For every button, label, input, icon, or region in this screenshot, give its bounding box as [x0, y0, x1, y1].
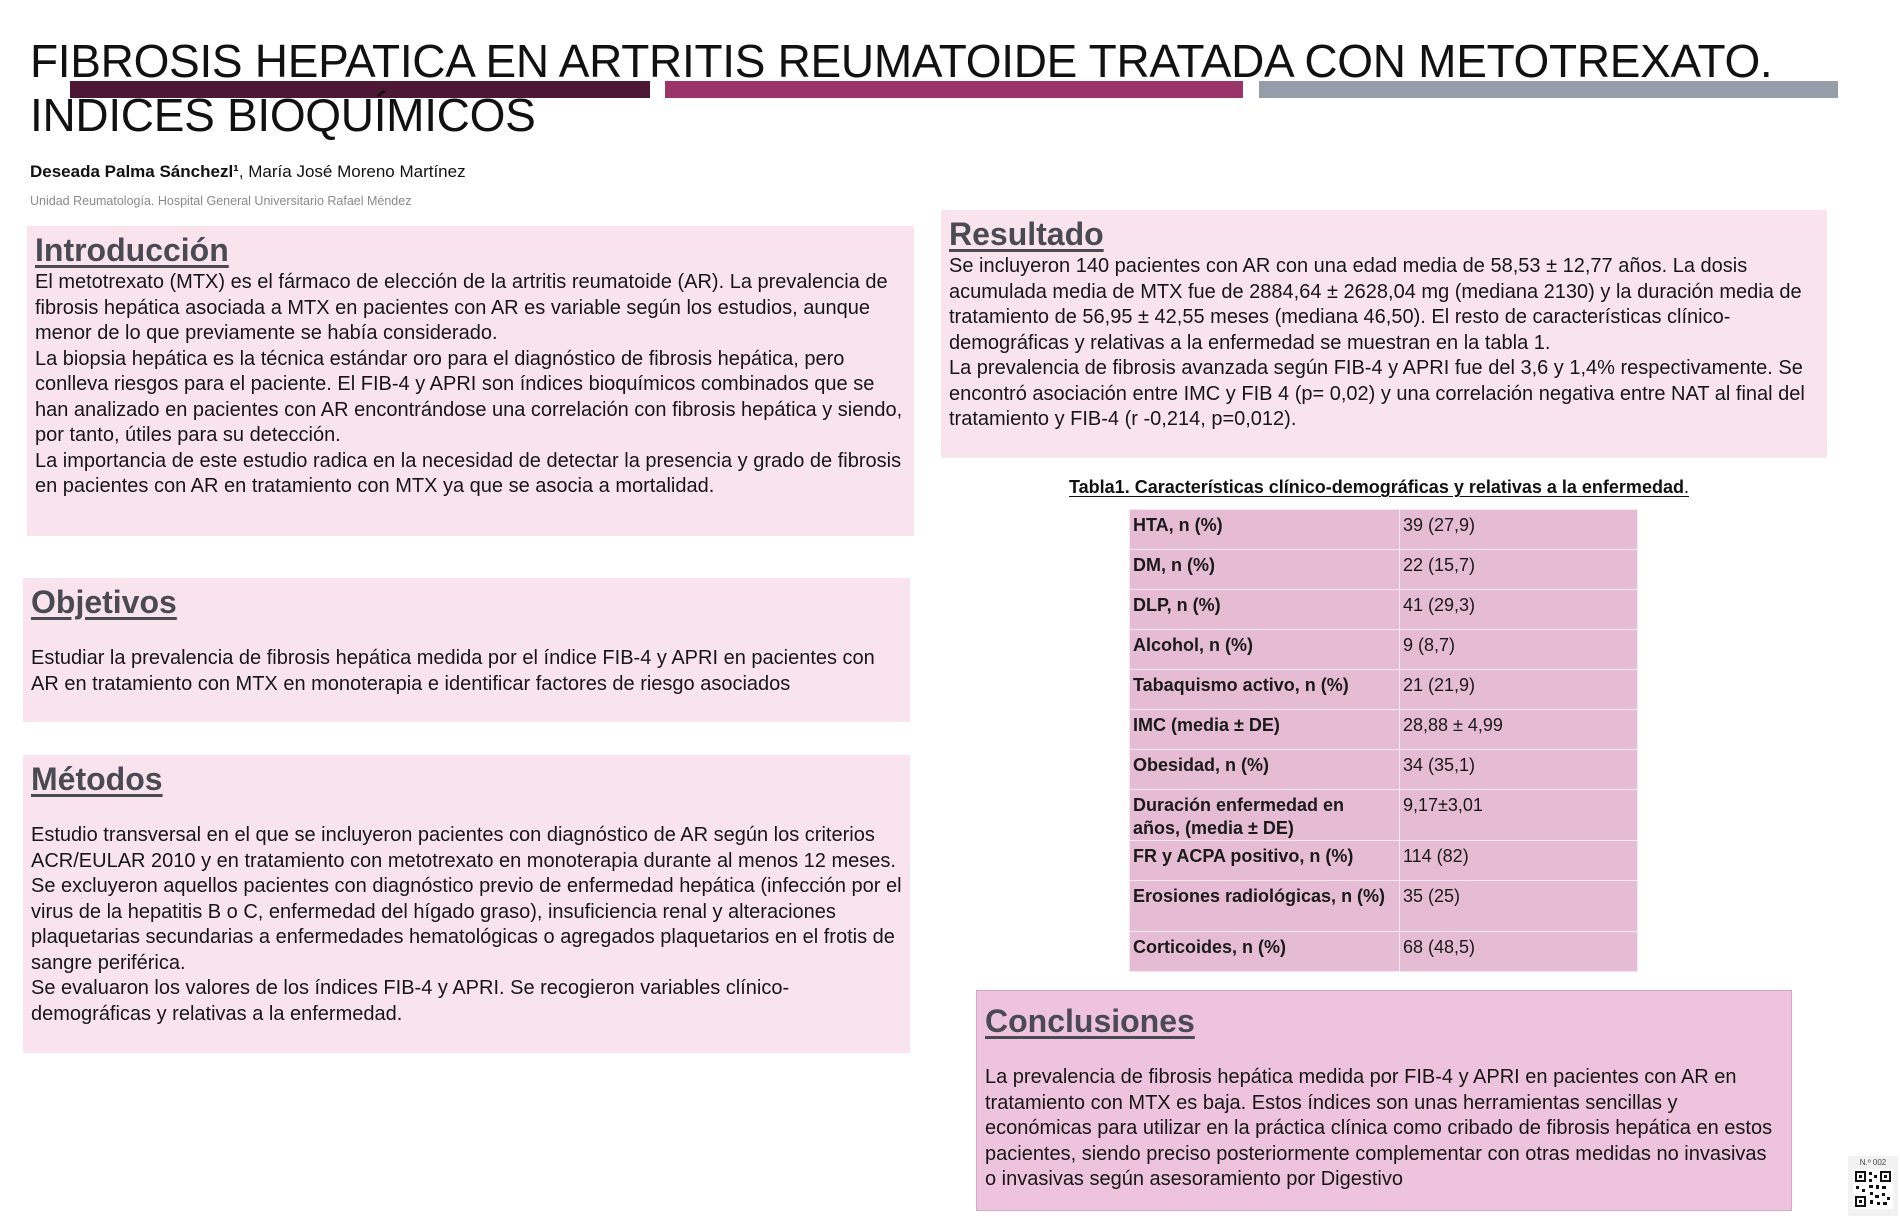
objectives-text: Estudiar la prevalencia de fibrosis hepática medida por el índice FIB-4 y APRI en pacientes con AR en tratamiento con MTX en monoterapia e identificar factores de riesgo asociados: [31, 647, 875, 695]
table-cell-value: 21 (21,9): [1399, 670, 1637, 710]
table-cell-value: 114 (82): [1399, 841, 1637, 881]
table-cell-label: IMC (media ± DE): [1130, 710, 1400, 750]
table-cell-value: 9 (8,7): [1399, 630, 1637, 670]
authors: [30, 162, 466, 182]
methods-paragraph: Se evaluaron los valores de los índices FIB-4 y APRI. Se recogieron variables clínico-demográficas y relativas a la enfermedad.: [31, 977, 790, 1025]
table-cell-value: 22 (15,7): [1399, 550, 1637, 590]
table-cell-label: Corticoides, n (%): [1130, 932, 1400, 972]
main-author: Deseada Palma Sánchezl¹: [30, 162, 239, 181]
table-row: [1130, 750, 1638, 790]
table-cell-label: Erosiones radiológicas, n (%): [1130, 881, 1400, 932]
results-section: [941, 210, 1827, 458]
methods-heading: Métodos: [31, 761, 163, 797]
table-row: [1130, 630, 1638, 670]
results-paragraph: Se incluyeron 140 pacientes con AR con una edad media de 58,53 ± 12,77 años. La dosis acumulada media de MTX fue de 2884,64 ± 2628,04 mg (mediana 2130) y la duración media de tratamiento de 56,95 ± 42,55 meses (mediana 46,50). El resto de características clínico-demográficas y relativas a la enfermedad se muestran en la tabla 1.: [949, 255, 1802, 354]
introduction-section: [27, 226, 914, 536]
table-cell-label: Obesidad, n (%): [1130, 750, 1400, 790]
objectives-section: [23, 578, 910, 722]
table-caption-text: Tabla1. Características clínico-demográficas y relativas a la enfermedad: [1069, 477, 1684, 497]
qr-code: [1848, 1156, 1898, 1216]
table-row: [1130, 670, 1638, 710]
table-cell-value: 34 (35,1): [1399, 750, 1637, 790]
table-caption: [1069, 477, 1689, 498]
poster-number: N.º 002: [1859, 1158, 1887, 1167]
table-cell-label: Duración enfermedad en años, (media ± DE): [1130, 790, 1400, 841]
table-cell-value: 68 (48,5): [1399, 932, 1637, 972]
table-cell-value: 28,88 ± 4,99: [1399, 710, 1637, 750]
results-paragraph: La prevalencia de fibrosis avanzada según FIB-4 y APRI fue del 3,6 y 1,4% respectivamente. Se encontró asociación entre IMC y FIB 4 (p= 0,02) y una correlación negativa entre NAT al final del tratamiento y FIB-4 (r -0,214, p=0,012).: [949, 357, 1805, 430]
table-row: [1130, 590, 1638, 630]
table-row: [1130, 790, 1638, 841]
table-row: [1130, 841, 1638, 881]
table-row: [1130, 510, 1638, 550]
introduction-paragraph: El metotrexato (MTX) es el fármaco de elección de la artritis reumatoide (AR). La prevalencia de fibrosis hepática asociada a MTX en pacientes con AR es variable según los estudios, aunque menor de lo que previamente se había considerado.: [35, 271, 888, 344]
characteristics-table: [1129, 509, 1638, 972]
methods-section: [23, 755, 910, 1053]
conclusions-section: [976, 990, 1792, 1211]
table-cell-label: DM, n (%): [1130, 550, 1400, 590]
table-row: [1130, 710, 1638, 750]
results-heading: Resultado: [949, 216, 1104, 252]
introduction-heading: Introducción: [35, 232, 229, 268]
table-cell-label: FR y ACPA positivo, n (%): [1130, 841, 1400, 881]
table-cell-label: HTA, n (%): [1130, 510, 1400, 550]
objectives-heading: Objetivos: [31, 584, 177, 620]
conclusions-text: La prevalencia de fibrosis hepática medida por FIB-4 y APRI en pacientes con AR en tratamiento con MTX es baja. Estos índices son unas herramientas sencillas y económicas para utilizar en la práctica clínica como cribado de fibrosis hepática en estos pacientes, siendo preciso posteriormente complementar con otras medidas no invasivas o invasivas según asesoramiento por Digestivo: [985, 1066, 1773, 1190]
table-row: [1130, 550, 1638, 590]
table-cell-label: DLP, n (%): [1130, 590, 1400, 630]
poster-title: FIBROSIS HEPATICA EN ARTRITIS REUMATOIDE TRATADA CON METOTREXATO. INDICES BIOQUÍMICOS: [30, 35, 1773, 141]
table-cell-value: 39 (27,9): [1399, 510, 1637, 550]
affiliation: Unidad Reumatología. Hospital General Universitario Rafael Méndez: [30, 194, 412, 208]
table-cell-value: 41 (29,3): [1399, 590, 1637, 630]
table-cell-value: 35 (25): [1399, 881, 1637, 932]
table-caption-suffix: .: [1683, 477, 1689, 497]
table-row: [1130, 881, 1638, 932]
introduction-paragraph: La biopsia hepática es la técnica estándar oro para el diagnóstico de fibrosis hepática, pero conlleva riesgos para el paciente. El FIB-4 y APRI son índices bioquímicos combinados que se han analizado en pacientes con AR encontrándose una correlación con fibrosis hepática y siendo, por tanto, útiles para su detección.: [35, 347, 903, 446]
table-cell-label: Tabaquismo activo, n (%): [1130, 670, 1400, 710]
table-row: [1130, 932, 1638, 972]
table-cell-value: 9,17±3,01: [1399, 790, 1637, 841]
qr-code-icon: [1853, 1169, 1893, 1209]
table-cell-label: Alcohol, n (%): [1130, 630, 1400, 670]
co-authors: , María José Moreno Martínez: [238, 162, 466, 181]
introduction-paragraph: La importancia de este estudio radica en la necesidad de detectar la presencia y grado de fibrosis en pacientes con AR en tratamiento con MTX ya que se asocia a mortalidad.: [35, 449, 902, 497]
conclusions-heading: Conclusiones: [985, 1003, 1195, 1039]
methods-paragraph: Estudio transversal en el que se incluyeron pacientes con diagnóstico de AR según los criterios ACR/EULAR 2010 y en tratamiento con metotrexato en monoterapia durante al menos 12 meses. Se excluyeron aquellos pacientes con diagnóstico previo de enfermedad hepática (infección por el virus de la hepatitis B o C, enfermedad del hígado graso), insuficiencia renal y alteraciones plaquetarias secundarias a enfermedades hematológicas o agregados plaquetarios en el frotis de sangre periférica.: [31, 824, 902, 974]
